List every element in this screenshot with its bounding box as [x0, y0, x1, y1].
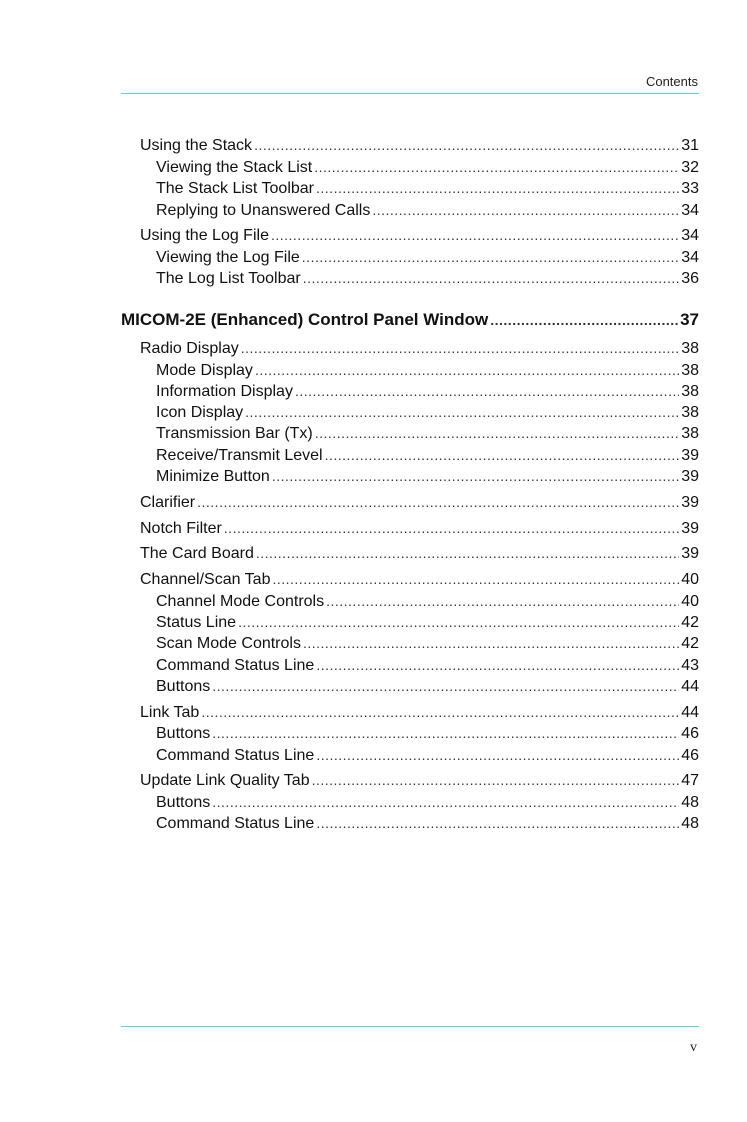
dot-leader [272, 466, 679, 486]
toc-entry[interactable] [140, 543, 699, 564]
toc-entry-page-number: 42 [681, 635, 699, 652]
toc-entry[interactable] [156, 402, 699, 423]
toc-entry[interactable] [156, 200, 699, 221]
toc-entry-page-number: 31 [681, 137, 699, 154]
toc-entry-title: MICOM-2E (Enhanced) Control Panel Window [121, 310, 489, 329]
dot-leader [316, 178, 679, 198]
toc-entry-page-number: 48 [681, 794, 699, 811]
toc-entry-page-number: 34 [681, 249, 699, 266]
toc-entry-title: Command Status Line [156, 657, 315, 674]
toc-entry-page-number: 36 [681, 270, 699, 287]
toc-entry[interactable] [156, 591, 699, 612]
toc-entry[interactable] [156, 268, 699, 289]
dot-leader [314, 157, 679, 177]
dot-leader [255, 360, 679, 380]
toc-entry[interactable] [156, 360, 699, 381]
dot-leader [238, 612, 679, 632]
dot-leader [312, 770, 680, 790]
toc-entry[interactable] [140, 569, 699, 590]
dot-leader [295, 381, 679, 401]
toc-entry-page-number: 34 [681, 227, 699, 244]
toc-entry-page-number: 33 [681, 180, 699, 197]
header-rule [121, 93, 699, 94]
toc-entry-page-number: 46 [681, 747, 699, 764]
dot-leader [325, 445, 680, 465]
toc-entry[interactable] [156, 445, 699, 466]
toc-entry[interactable] [140, 770, 699, 791]
toc-entry-title: Information Display [156, 383, 293, 400]
dot-leader [315, 423, 679, 443]
toc-entry[interactable] [156, 745, 699, 766]
toc-entry[interactable] [140, 135, 699, 156]
toc-entry[interactable] [156, 612, 699, 633]
toc-entry-title: Clarifier [140, 494, 196, 511]
toc-entry[interactable] [156, 423, 699, 444]
toc-entry-title: Radio Display [140, 340, 239, 357]
dot-leader [212, 723, 679, 743]
toc-entry[interactable] [140, 518, 699, 539]
toc-entry-title: Mode Display [156, 362, 253, 379]
toc-entry[interactable] [156, 792, 699, 813]
toc-entry-page-number: 38 [681, 340, 699, 357]
toc-entry[interactable] [156, 178, 699, 199]
dot-leader [224, 518, 679, 538]
toc-entry-title: Notch Filter [140, 520, 222, 537]
toc-entry-title: Channel Mode Controls [156, 593, 325, 610]
toc-entry-page-number: 46 [681, 725, 699, 742]
dot-leader [272, 569, 679, 589]
footer-rule [121, 1026, 699, 1027]
toc-entry-page-number: 39 [681, 447, 699, 464]
toc-entry-title: Viewing the Stack List [156, 159, 313, 176]
toc-entry-page-number: 43 [681, 657, 699, 674]
toc-entry[interactable] [156, 676, 699, 697]
toc-entry-page-number: 40 [681, 571, 699, 588]
toc-entry-page-number: 44 [681, 704, 699, 721]
toc-entry-page-number: 32 [681, 159, 699, 176]
toc-entry-page-number: 38 [681, 425, 699, 442]
toc-entry-title: Transmission Bar (Tx) [156, 425, 313, 442]
toc-entry-page-number: 39 [681, 468, 699, 485]
toc-entry-title: Using the Log File [140, 227, 269, 244]
dot-leader [271, 225, 679, 245]
dot-leader [316, 745, 679, 765]
toc-entry-title: Link Tab [140, 704, 200, 721]
dot-leader [302, 247, 679, 267]
toc-entry[interactable] [156, 813, 699, 834]
dot-leader [241, 338, 679, 358]
toc-entry-page-number: 47 [681, 772, 699, 789]
toc-entry-title: Buttons [156, 794, 211, 811]
toc-entry[interactable] [156, 157, 699, 178]
toc-entry-page-number: 38 [681, 404, 699, 421]
toc-entry-page-number: 40 [681, 593, 699, 610]
toc-entry[interactable] [156, 247, 699, 268]
toc-entry-page-number: 39 [681, 520, 699, 537]
dot-leader [197, 492, 679, 512]
toc-entry-title: Buttons [156, 678, 211, 695]
toc-entry-page-number: 37 [680, 310, 699, 329]
toc-entry-title: Icon Display [156, 404, 244, 421]
toc-entry-title: Scan Mode Controls [156, 635, 301, 652]
toc-entry-page-number: 44 [681, 678, 699, 695]
footer-page-number: v [690, 1040, 697, 1055]
toc-entry-title: Using the Stack [140, 137, 253, 154]
dot-leader [212, 676, 679, 696]
toc-entry[interactable] [140, 338, 699, 359]
dot-leader [201, 702, 679, 722]
toc-entry[interactable] [140, 225, 699, 246]
toc-entry[interactable] [140, 702, 699, 723]
page-header-title: Contents [645, 74, 698, 89]
toc-entry-page-number: 42 [681, 614, 699, 631]
dot-leader [326, 591, 679, 611]
toc-entry-title: Buttons [156, 725, 211, 742]
toc-entry[interactable] [156, 633, 699, 654]
toc-entry-title: The Log List Toolbar [156, 270, 301, 287]
toc-entry-page-number: 39 [681, 494, 699, 511]
dot-leader [212, 792, 679, 812]
toc-entry-page-number: 39 [681, 545, 699, 562]
toc-entry[interactable] [156, 723, 699, 744]
toc-entry-page-number: 34 [681, 202, 699, 219]
dot-leader [372, 200, 679, 220]
toc-entry-title: The Stack List Toolbar [156, 180, 315, 197]
dot-leader [245, 402, 679, 422]
toc-entry-title: Command Status Line [156, 747, 315, 764]
toc-entry[interactable] [156, 466, 699, 487]
dot-leader [490, 310, 678, 330]
toc-entry-title: Channel/Scan Tab [140, 571, 271, 588]
toc-entry[interactable] [156, 381, 699, 402]
toc-entry-title: The Card Board [140, 545, 254, 562]
dot-leader [303, 633, 679, 653]
dot-leader [316, 813, 679, 833]
dot-leader [256, 543, 679, 563]
toc-entry[interactable] [140, 492, 699, 513]
toc-entry-title: Status Line [156, 614, 237, 631]
toc-entry-title: Update Link Quality Tab [140, 772, 310, 789]
toc-entry-page-number: 48 [681, 815, 699, 832]
toc-entry[interactable] [156, 655, 699, 676]
toc-entry-page-number: 38 [681, 362, 699, 379]
toc-entry-title: Minimize Button [156, 468, 270, 485]
toc-entry-title: Receive/Transmit Level [156, 447, 323, 464]
toc-entry-title: Viewing the Log File [156, 249, 300, 266]
dot-leader [316, 655, 679, 675]
dot-leader [303, 268, 680, 288]
toc-entry[interactable] [121, 310, 699, 330]
dot-leader [254, 135, 679, 155]
toc-entry-title: Command Status Line [156, 815, 315, 832]
toc-entry-title: Replying to Unanswered Calls [156, 202, 371, 219]
toc-entry-page-number: 38 [681, 383, 699, 400]
